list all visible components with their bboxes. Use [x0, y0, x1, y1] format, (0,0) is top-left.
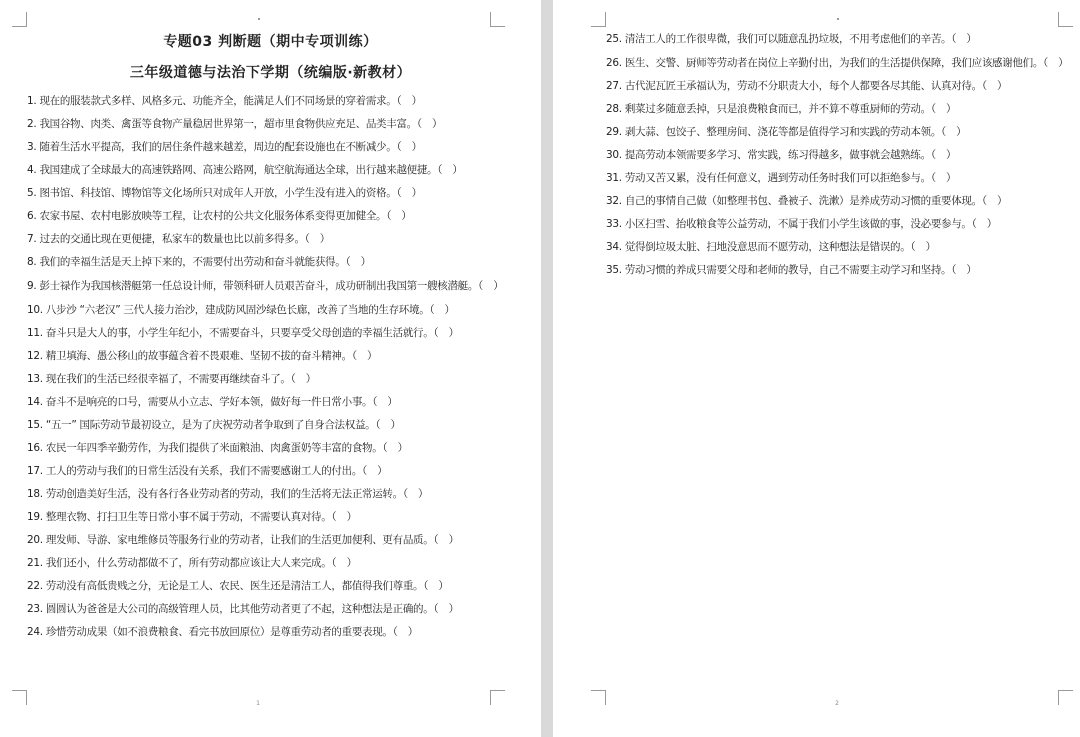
page-number: 2 — [835, 700, 839, 707]
question-item: 26. 医生、交警、厨师等劳动者在岗位上辛勤付出，为我们的生活提供保障，我们应该感谢他们。（ ） — [606, 57, 1069, 69]
question-item: 29. 剥大蒜、包饺子、整理房间、浇花等都是值得学习和实践的劳动本领。（ ） — [606, 126, 967, 138]
question-item: 2. 我国谷物、肉类、禽蛋等食物产量稳居世界第一，超市里食物供应充足、品类丰富。（ ） — [27, 118, 443, 130]
question-item: 21. 我们还小，什么劳动都做不了，所有劳动都应该让大人来完成。（ ） — [27, 557, 357, 569]
question-item: 31. 劳动又苦又累，没有任何意义，遇到劳动任务时我们可以拒绝参与。（ ） — [606, 172, 957, 184]
question-item: 22. 劳动没有高低贵贱之分，无论是工人、农民、医生还是清洁工人，都值得我们尊重。（ ） — [27, 580, 449, 592]
question-item: 6. 农家书屋、农村电影放映等工程，让农村的公共文化服务体系变得更加健全。（ ） — [27, 210, 412, 222]
question-item: 3. 随着生活水平提高，我们的居住条件越来越差，周边的配套设施也在不断减少。（ ） — [27, 141, 422, 153]
question-item: 15. “五一” 国际劳动节最初设立，是为了庆祝劳动者争取到了自身合法权益。（ ） — [27, 419, 401, 431]
question-list — [606, 28, 1072, 282]
crop-mark — [591, 690, 606, 705]
question-item: 14. 奋斗不是响亮的口号，需要从小立志、学好本领，做好每一件日常小事。（ ） — [27, 396, 398, 408]
header-dot — [837, 18, 839, 20]
question-item: 17. 工人的劳动与我们的日常生活没有关系，我们不需要感谢工人的付出。（ ） — [27, 465, 388, 477]
question-item: 19. 整理衣物、打扫卫生等日常小事不属于劳动，不需要认真对待。（ ） — [27, 511, 357, 523]
crop-mark — [1058, 12, 1073, 27]
question-item: 28. 剩菜过多随意丢掉，只是浪费粮食而已，并不算不尊重厨师的劳动。（ ） — [606, 103, 957, 115]
question-item: 33. 小区扫雪、抬收粮食等公益劳动，不属于我们小学生该做的事，没必要参与。（ ） — [606, 218, 997, 230]
question-item: 10. 八步沙 “六老汉” 三代人接力治沙，建成防风固沙绿色长廊，改善了当地的生存环境。（ ） — [27, 304, 455, 316]
crop-mark — [12, 690, 27, 705]
crop-mark — [490, 690, 505, 705]
question-item: 18. 劳动创造美好生活，没有各行各业劳动者的劳动，我们的生活将无法正常运转。（ ） — [27, 488, 429, 500]
question-item: 24. 珍惜劳动成果（如不浪费粮食、看完书放回原位）是尊重劳动者的重要表现。（ ） — [27, 626, 418, 638]
page-2 — [553, 0, 1080, 737]
question-item: 23. 圆圆认为爸爸是大公司的高级管理人员，比其他劳动者更了不起，这种想法是正确的。（ ） — [27, 603, 459, 615]
question-item: 9. 彭士禄作为我国核潜艇第一任总设计师，带领科研人员艰苦奋斗，成功研制出我国第一艘核潜艇。（ ） — [27, 280, 504, 292]
question-item: 4. 我国建成了全球最大的高速铁路网、高速公路网，航空航海通达全球，出行越来越便捷。（ ） — [27, 164, 463, 176]
document-title: 专题03 判断题（期中专项训练） — [163, 34, 378, 50]
question-item: 34. 觉得倒垃圾太脏、扫地没意思而不愿劳动，这种想法是错误的。（ ） — [606, 241, 936, 253]
question-item: 32. 自己的事情自己做（如整理书包、叠被子、洗漱）是养成劳动习惯的重要体现。（ ） — [606, 195, 1008, 207]
question-item: 20. 理发师、导游、家电维修员等服务行业的劳动者，让我们的生活更加便利、更有品质。（ ） — [27, 534, 459, 546]
question-item: 12. 精卫填海、愚公移山的故事蕴含着不畏艰难、坚韧不拔的奋斗精神。（ ） — [27, 350, 378, 362]
question-item: 11. 奋斗只是大人的事，小学生年纪小，不需要奋斗，只要享受父母创造的幸福生活就行。（ ） — [27, 327, 459, 339]
question-item: 25. 清洁工人的工作很卑微，我们可以随意乱扔垃圾，不用考虑他们的辛苦。（ ） — [606, 33, 977, 45]
question-item: 5. 图书馆、科技馆、博物馆等文化场所只对成年人开放，小学生没有进入的资格。（ ） — [27, 187, 422, 199]
crop-mark — [1058, 690, 1073, 705]
question-item: 8. 我们的幸福生活是天上掉下来的，不需要付出劳动和奋斗就能获得。（ ） — [27, 256, 371, 268]
page-number: 1 — [256, 700, 260, 707]
document-subtitle: 三年级道德与法治下学期（统编版·新教材） — [129, 65, 412, 81]
question-item: 35. 劳动习惯的养成只需要父母和老师的教导，自己不需要主动学习和坚持。（ ） — [606, 264, 977, 276]
question-item: 13. 现在我们的生活已经很幸福了，不需要再继续奋斗了。（ ） — [27, 373, 316, 385]
question-item: 1. 现在的服装款式多样、风格多元、功能齐全，能满足人们不同场景的穿着需求。（ ） — [27, 95, 422, 107]
crop-mark — [490, 12, 505, 27]
question-item: 30. 提高劳动本领需要多学习、常实践，练习得越多，做事就会越熟练。（ ） — [606, 149, 957, 161]
question-list — [27, 90, 504, 644]
question-item: 27. 古代泥瓦匠王承福认为，劳动不分职责大小，每个人都要各尽其能、认真对待。（ ） — [606, 80, 1008, 92]
question-item: 16. 农民一年四季辛勤劳作，为我们提供了米面粮油、肉禽蛋奶等丰富的食物。（ ） — [27, 442, 408, 454]
crop-mark — [591, 12, 606, 27]
header-dot — [258, 18, 260, 20]
crop-mark — [12, 12, 27, 27]
question-item: 7. 过去的交通比现在更便捷，私家车的数量也比以前多得多。（ ） — [27, 233, 331, 245]
